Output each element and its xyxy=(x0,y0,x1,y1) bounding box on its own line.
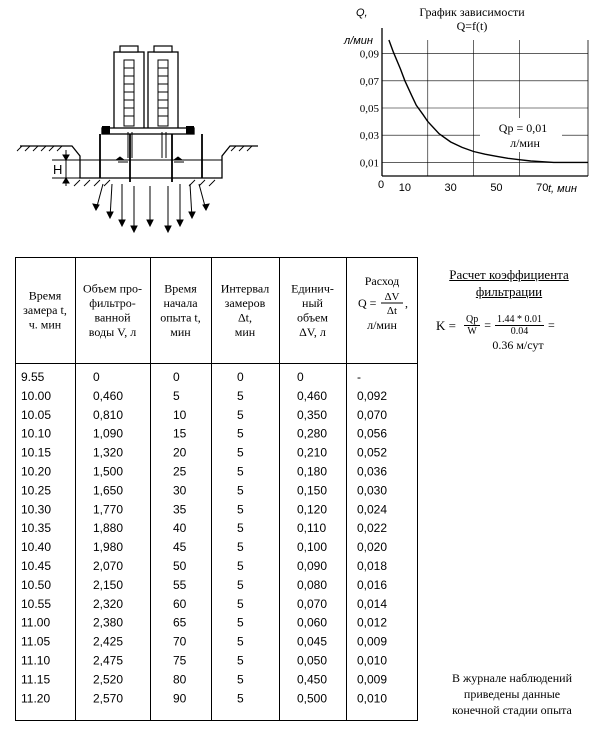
header-cell-line: замера t, xyxy=(23,303,67,317)
table-cell: 5 xyxy=(237,634,244,649)
calc-title-line2: фильтрации xyxy=(475,284,543,299)
table-cell: 0,080 xyxy=(297,577,328,592)
table-cell: 0 xyxy=(297,370,304,384)
water-level xyxy=(80,157,222,160)
table-cell: 0,050 xyxy=(297,653,328,668)
header-cell-line: замеров xyxy=(224,295,266,310)
feed-pipes xyxy=(118,132,184,162)
table-cell: 5 xyxy=(237,445,244,460)
table-cell: 5 xyxy=(237,426,244,441)
table-cell: - xyxy=(357,370,361,384)
table-cell: 45 xyxy=(173,540,187,555)
table-cell: 0,150 xyxy=(297,483,328,498)
table-cell: 0,460 xyxy=(93,388,124,403)
formula-fraction-2 xyxy=(495,314,544,337)
table-cell: 0,010 xyxy=(357,691,388,706)
x-tick-label: 50 xyxy=(490,182,503,194)
table-cell: 0,018 xyxy=(357,559,388,573)
observations-table xyxy=(15,257,418,721)
table-cell: 10.35 xyxy=(21,521,52,536)
table-cell: 50 xyxy=(173,559,187,573)
table-cell: 2,150 xyxy=(93,577,124,592)
note-line2: приведены данные xyxy=(463,687,561,701)
table-cell: 11.05 xyxy=(21,634,51,649)
table-cell: 0,056 xyxy=(357,426,388,441)
table-cell: 0,060 xyxy=(297,615,328,630)
header-cell-line: мин xyxy=(234,324,256,339)
table-cell: 10.10 xyxy=(21,426,52,441)
table-cell: 2,520 xyxy=(93,672,124,687)
table-cell: 5 xyxy=(237,577,244,592)
header-cell-line: фильтро- xyxy=(89,295,136,310)
water-tank-left xyxy=(114,46,144,132)
x-axis-label: t, мин xyxy=(548,183,577,195)
infiltrometer-diagram xyxy=(0,0,260,240)
table-cell: 10.25 xyxy=(21,483,52,498)
table-cell: 10.50 xyxy=(21,577,52,592)
y-tick-label: 0,01 xyxy=(359,157,379,170)
table-cell: 0 xyxy=(237,370,244,384)
table-cell: 10.30 xyxy=(21,502,52,517)
table-cell: 0,052 xyxy=(357,445,388,460)
y-tick-label: 0,05 xyxy=(359,103,379,115)
x-tick-label: 10 xyxy=(398,182,412,194)
header-cell-line: Время xyxy=(28,288,62,303)
table-cell: 1,650 xyxy=(93,483,124,498)
table-cell: 35 xyxy=(173,502,187,517)
table-cell: 10 xyxy=(173,407,187,422)
table-cell: 0,090 xyxy=(297,559,328,573)
formula-equals-2: = xyxy=(548,318,555,332)
table-cell: 80 xyxy=(173,672,187,687)
seepage-arrows xyxy=(93,184,209,232)
header-fraction-denominator: Δt xyxy=(386,305,398,317)
table-cell: 0,022 xyxy=(357,521,388,536)
chart-grid xyxy=(382,40,588,176)
table-cell: 10.20 xyxy=(21,464,52,479)
y-tick-label: 0,07 xyxy=(359,75,379,88)
table-cell: 25 xyxy=(173,464,187,479)
fraction-1-denominator: W xyxy=(467,326,477,337)
header-cell-line: л/мин xyxy=(367,318,397,332)
q-vs-t-chart xyxy=(330,0,600,205)
annotation-line2: л/мин xyxy=(510,136,540,150)
header-cell-line: ный xyxy=(302,295,323,310)
table-cell: 1,880 xyxy=(93,521,124,536)
table-cell: 0,012 xyxy=(357,615,388,630)
note-line1: В журнале наблюдений xyxy=(451,671,573,685)
fraction-2-denominator: 0.04 xyxy=(510,326,529,337)
table-cell: 2,380 xyxy=(93,615,124,630)
table-cell: 55 xyxy=(173,577,187,592)
table-cell: 0,070 xyxy=(297,596,328,611)
table-cell: 0,045 xyxy=(297,634,328,649)
table-cell: 5 xyxy=(237,559,244,573)
table-cell: 5 xyxy=(173,388,180,403)
formula-equals: = xyxy=(484,318,491,332)
table-cell: 10.00 xyxy=(21,388,52,403)
calc-title-line1: Расчет коэффициента xyxy=(449,267,569,282)
table-cell: 0 xyxy=(173,370,180,384)
header-cell-line: ΔV, л xyxy=(299,324,326,339)
table-cell: 0,009 xyxy=(357,634,388,649)
table-cell: 0,460 xyxy=(297,388,328,403)
table-cell: 1,980 xyxy=(93,540,124,555)
note-line3: конечной стадии опыта xyxy=(452,703,572,717)
header-cell-line: Единич- xyxy=(291,281,334,296)
formula-result: 0.36 м/сут xyxy=(492,338,544,352)
table-cell: 10.45 xyxy=(21,559,52,573)
filtration-formula xyxy=(436,314,596,353)
table-cell: 10.15 xyxy=(21,445,52,460)
table-cell: 11.00 xyxy=(21,615,51,630)
table-cell: 1,500 xyxy=(93,464,124,479)
table-cell: 0,024 xyxy=(357,502,388,517)
table-cell: 60 xyxy=(173,596,187,611)
table-cell: 10.40 xyxy=(21,540,52,555)
header-cell-line: Объем про- xyxy=(82,281,143,296)
calc-title xyxy=(428,266,590,300)
table-cell: 5 xyxy=(237,691,244,706)
origin-label: 0 xyxy=(378,179,385,191)
y-tick-label: 0,09 xyxy=(359,48,379,61)
table-cell: 40 xyxy=(173,521,187,536)
table-cell: 5 xyxy=(237,540,244,555)
header-cell-line: ч. мин xyxy=(28,317,62,332)
table-cell: 11.20 xyxy=(21,691,51,706)
header-cell-line: Интервал xyxy=(220,281,270,296)
table-cell: 0,016 xyxy=(357,577,388,592)
fraction-1-numerator: Qp xyxy=(465,314,479,325)
table-cell: 0,500 xyxy=(297,691,328,706)
header-cell-line: мин xyxy=(170,324,191,339)
table-cell: 0,210 xyxy=(297,445,328,460)
table-cell: 0,810 xyxy=(93,407,124,422)
table-cell: 0,030 xyxy=(357,483,388,498)
table-cell: 70 xyxy=(173,634,187,649)
header-cell-line: Δt, xyxy=(237,310,253,325)
table-cell: 11.10 xyxy=(21,653,51,668)
table-cell: 2,425 xyxy=(93,634,124,649)
table-cell: 75 xyxy=(173,653,187,668)
outer-ring xyxy=(100,134,202,178)
table-cell: 0,280 xyxy=(297,426,328,441)
water-tank-right xyxy=(148,46,178,132)
table-cell: 5 xyxy=(237,672,244,687)
formula-k: K = xyxy=(436,317,456,333)
table-cell: 30 xyxy=(173,483,187,498)
header-fraction-numerator: ΔV xyxy=(384,291,400,303)
table-cell: 2,070 xyxy=(93,559,124,573)
header-cell-line: Расход xyxy=(364,274,400,288)
table-cell: 0,010 xyxy=(357,653,388,668)
header-cell-line: ванной xyxy=(94,310,131,325)
chart-title-line1: График зависимости xyxy=(419,5,525,19)
table-cell: 0 xyxy=(93,370,100,384)
table-headers xyxy=(23,274,408,339)
table-cell: 5 xyxy=(237,521,244,536)
table-cell: 20 xyxy=(173,445,187,460)
x-tick-label: 30 xyxy=(444,182,457,194)
table-cell: 5 xyxy=(237,483,244,498)
table-cell: 0,009 xyxy=(357,672,388,687)
table-cell: 1,090 xyxy=(93,426,124,441)
journal-note xyxy=(430,670,594,718)
table-cell: 5 xyxy=(237,596,244,611)
table-cell: 5 xyxy=(237,615,244,630)
table-cell: 0,014 xyxy=(357,596,388,611)
y-tick-label: 0,03 xyxy=(359,130,379,143)
table-cell: 1,770 xyxy=(93,502,124,517)
table-cell: 0,120 xyxy=(297,502,328,517)
header-cell-line: Q = xyxy=(358,296,377,310)
table-cell: 0,100 xyxy=(297,540,328,555)
y-axis-unit: л/мин xyxy=(344,35,373,47)
chart-title-line2: Q=f(t) xyxy=(456,19,488,33)
y-axis-label: Q, xyxy=(356,7,368,19)
table-cell: 2,475 xyxy=(93,653,124,668)
table-cell: 5 xyxy=(237,653,244,668)
x-tick-label: 70 xyxy=(536,182,549,194)
table-cell: 0,450 xyxy=(297,672,328,687)
table-cell: 5 xyxy=(237,407,244,422)
annotation-line1: Qр = 0,01 xyxy=(498,121,548,135)
table-cell: 10.55 xyxy=(21,596,52,611)
table-cell: 9.55 xyxy=(21,370,45,384)
header-cell-line: опыта t, xyxy=(160,310,201,325)
table-cell: 5 xyxy=(237,464,244,479)
header-cell-line: воды V, л xyxy=(88,324,137,339)
table-cell: 5 xyxy=(237,502,244,517)
header-cell-line: Время xyxy=(164,281,197,296)
table-cell: 0,180 xyxy=(297,464,328,479)
fraction-2-numerator: 1.44 * 0.01 xyxy=(497,314,542,325)
table-cell: 2,320 xyxy=(93,596,124,611)
table-cell: 5 xyxy=(237,388,244,403)
table-cell: 0,070 xyxy=(357,407,388,422)
table-cell: 0,020 xyxy=(357,540,388,555)
table-cell: 1,320 xyxy=(93,445,124,460)
table-cell: 0,350 xyxy=(297,407,328,422)
table-cell: 2,570 xyxy=(93,691,124,706)
table-cell: 0,092 xyxy=(357,388,388,403)
formula-fraction-1 xyxy=(464,314,480,337)
table-cell: 65 xyxy=(173,615,187,630)
header-cell-line: объем xyxy=(297,310,328,325)
header-cell-line: начала xyxy=(163,295,198,310)
table-cell: 0,110 xyxy=(297,521,327,536)
h-label: Н xyxy=(53,162,63,177)
header-cell-line: , xyxy=(405,296,408,310)
table-cell: 15 xyxy=(173,426,187,441)
table-cell: 0,036 xyxy=(357,464,388,479)
table-cell: 90 xyxy=(173,691,187,706)
table-cell: 10.05 xyxy=(21,407,52,422)
table-cell: 11.15 xyxy=(21,672,51,687)
